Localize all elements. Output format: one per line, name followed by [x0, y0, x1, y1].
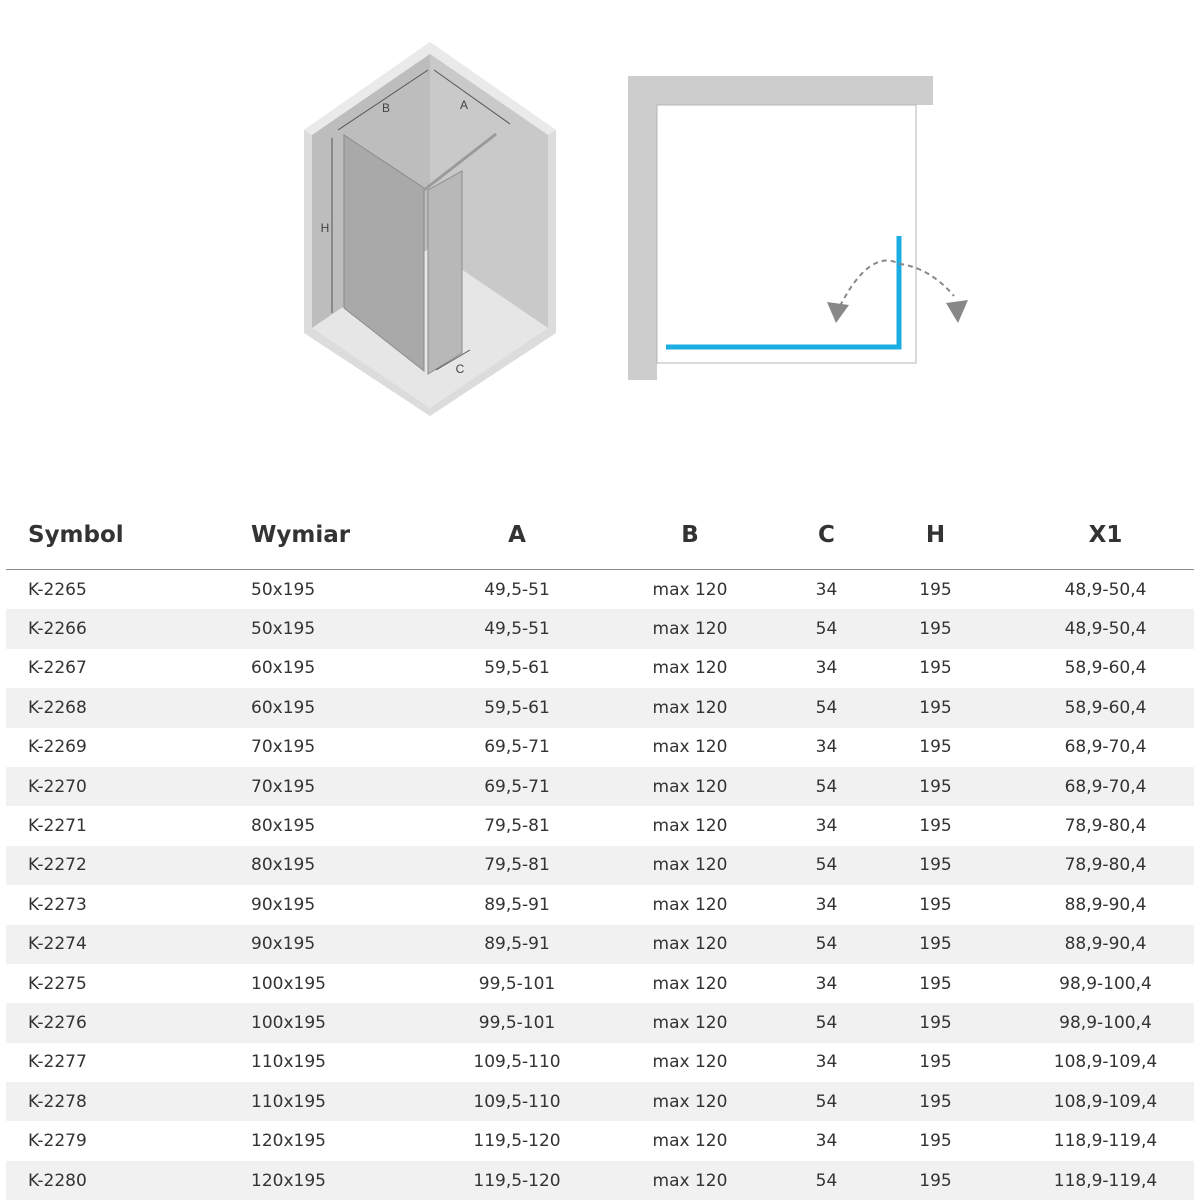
cell-c: 34	[815, 816, 838, 837]
cell-x1: 98,9-100,4	[1059, 973, 1152, 994]
cell-wymiar: 80x195	[251, 816, 316, 837]
cell-h: 195	[919, 1052, 952, 1073]
cell-b: max 120	[581, 767, 799, 806]
header-b: B	[581, 500, 799, 570]
cell-symbol: K-2280	[6, 1161, 229, 1200]
cell-c: 34	[815, 1131, 838, 1152]
cell-h: 195	[919, 816, 952, 837]
cell-wymiar: 100x195	[251, 973, 326, 994]
cell-a: 59,5-61	[453, 688, 581, 727]
isometric-diagram	[296, 38, 566, 423]
cell-x1: 118,9-119,4	[1053, 1131, 1158, 1152]
cell-h: 195	[919, 737, 952, 758]
cell-b: max 120	[581, 1003, 799, 1042]
table-row	[6, 1003, 1194, 1042]
cell-x1: 108,9-109,4	[1053, 1052, 1158, 1073]
cell-b: max 120	[652, 973, 728, 994]
cell-symbol: K-2265	[28, 579, 87, 600]
cell-h: 195	[854, 846, 1017, 885]
table-header-row	[6, 500, 1194, 570]
cell-symbol: K-2269	[28, 737, 87, 758]
cell-wymiar: 70x195	[229, 767, 453, 806]
cell-wymiar: 90x195	[251, 894, 316, 915]
swing-arrow-right	[946, 300, 968, 323]
header-x1: X1	[1017, 500, 1194, 570]
cell-c: 34	[815, 579, 838, 600]
swing-arrow-left	[827, 302, 849, 323]
cell-symbol: K-2276	[6, 1003, 229, 1042]
table-row	[6, 688, 1194, 727]
header-wymiar: Wymiar	[229, 500, 453, 570]
table-row	[6, 1043, 1194, 1082]
cell-h: 195	[854, 1003, 1017, 1042]
cell-wymiar: 110x195	[229, 1082, 453, 1121]
cell-wymiar: 80x195	[229, 846, 453, 885]
cell-symbol: K-2266	[6, 609, 229, 648]
cell-x1: 118,9-119,4	[1017, 1161, 1194, 1200]
cell-c: 34	[815, 658, 838, 679]
table-row	[6, 885, 1194, 924]
table-row	[6, 1121, 1194, 1160]
header-h: H	[854, 500, 1017, 570]
cell-x1: 108,9-109,4	[1017, 1082, 1194, 1121]
cell-x1: 58,9-60,4	[1064, 658, 1147, 679]
cell-c: 54	[799, 925, 854, 964]
cell-c: 54	[799, 688, 854, 727]
cell-c: 54	[799, 846, 854, 885]
cell-symbol: K-2274	[6, 925, 229, 964]
cell-c: 34	[815, 737, 838, 758]
cell-h: 195	[854, 767, 1017, 806]
cell-b: max 120	[652, 816, 728, 837]
cell-x1: 68,9-70,4	[1017, 767, 1194, 806]
table-row	[6, 925, 1194, 964]
cell-wymiar: 90x195	[229, 925, 453, 964]
cell-x1: 78,9-80,4	[1064, 816, 1147, 837]
cell-wymiar: 60x195	[251, 658, 316, 679]
cell-a: 79,5-81	[484, 816, 550, 837]
cell-a: 109,5-110	[473, 1052, 561, 1073]
cell-symbol: K-2272	[6, 846, 229, 885]
header-c: C	[799, 500, 854, 570]
cell-b: max 120	[581, 1082, 799, 1121]
cell-h: 195	[919, 973, 952, 994]
label-h: H	[320, 221, 330, 235]
cell-b: max 120	[581, 846, 799, 885]
cell-wymiar: 70x195	[251, 737, 316, 758]
cell-x1: 88,9-90,4	[1017, 925, 1194, 964]
label-c: C	[455, 362, 465, 376]
cell-a: 59,5-61	[484, 658, 550, 679]
cell-b: max 120	[652, 894, 728, 915]
cell-a: 109,5-110	[453, 1082, 581, 1121]
cell-symbol: K-2279	[28, 1131, 87, 1152]
cell-b: max 120	[652, 1052, 728, 1073]
cell-symbol: K-2267	[28, 658, 87, 679]
cell-h: 195	[854, 1082, 1017, 1121]
cell-symbol: K-2270	[6, 767, 229, 806]
table-row	[6, 609, 1194, 648]
cell-x1: 98,9-100,4	[1017, 1003, 1194, 1042]
cell-a: 89,5-91	[453, 925, 581, 964]
cell-a: 89,5-91	[484, 894, 550, 915]
table-row	[6, 964, 1194, 1003]
table-row	[6, 806, 1194, 845]
cell-x1: 88,9-90,4	[1064, 894, 1147, 915]
cell-b: max 120	[652, 579, 728, 600]
cell-a: 69,5-71	[453, 767, 581, 806]
plan-wall-left	[628, 76, 657, 380]
cell-symbol: K-2278	[6, 1082, 229, 1121]
cell-x1: 48,9-50,4	[1064, 579, 1147, 600]
cell-c: 54	[799, 1161, 854, 1200]
cell-b: max 120	[581, 1161, 799, 1200]
cell-wymiar: 100x195	[229, 1003, 453, 1042]
plan-wall-top	[628, 76, 933, 105]
cell-c: 34	[815, 1052, 838, 1073]
cell-x1: 68,9-70,4	[1064, 737, 1147, 758]
cell-wymiar: 120x195	[229, 1161, 453, 1200]
cell-wymiar: 60x195	[229, 688, 453, 727]
cell-symbol: K-2277	[28, 1052, 87, 1073]
table-row	[6, 767, 1194, 806]
cell-a: 99,5-101	[453, 1003, 581, 1042]
cell-b: max 120	[581, 925, 799, 964]
table-row	[6, 649, 1194, 688]
cell-c: 54	[799, 1003, 854, 1042]
table-row	[6, 570, 1194, 610]
cell-wymiar: 110x195	[251, 1052, 326, 1073]
cell-b: max 120	[652, 1131, 728, 1152]
cell-a: 79,5-81	[453, 846, 581, 885]
cell-b: max 120	[581, 688, 799, 727]
header-a: A	[453, 500, 581, 570]
cell-x1: 58,9-60,4	[1017, 688, 1194, 727]
label-a: A	[459, 98, 469, 112]
header-symbol: Symbol	[6, 500, 229, 570]
cell-h: 195	[854, 609, 1017, 648]
table-row	[6, 1161, 1194, 1200]
cell-h: 195	[919, 1131, 952, 1152]
cell-c: 54	[799, 1082, 854, 1121]
cell-c: 54	[799, 609, 854, 648]
cell-b: max 120	[652, 737, 728, 758]
cell-c: 34	[815, 973, 838, 994]
cell-a: 49,5-51	[484, 579, 550, 600]
cell-h: 195	[919, 658, 952, 679]
table-row	[6, 1082, 1194, 1121]
cell-wymiar: 120x195	[251, 1131, 326, 1152]
cell-a: 99,5-101	[478, 973, 556, 994]
cell-c: 54	[799, 767, 854, 806]
cell-h: 195	[919, 579, 952, 600]
plan-glass	[666, 236, 899, 347]
cell-c: 34	[815, 894, 838, 915]
cell-symbol: K-2275	[28, 973, 87, 994]
cell-x1: 78,9-80,4	[1017, 846, 1194, 885]
glass-panel-c	[428, 171, 462, 374]
cell-a: 119,5-120	[473, 1131, 561, 1152]
plan-floor-outline	[657, 105, 916, 363]
cell-h: 195	[854, 688, 1017, 727]
table-row	[6, 846, 1194, 885]
cell-h: 195	[854, 925, 1017, 964]
plan-diagram	[620, 68, 980, 388]
cell-h: 195	[919, 894, 952, 915]
cell-symbol: K-2271	[28, 816, 87, 837]
cell-b: max 120	[581, 609, 799, 648]
cell-a: 69,5-71	[484, 737, 550, 758]
dimensions-table	[6, 500, 1194, 1200]
cell-wymiar: 50x195	[251, 579, 316, 600]
cell-wymiar: 50x195	[229, 609, 453, 648]
cell-h: 195	[854, 1161, 1017, 1200]
cell-a: 49,5-51	[453, 609, 581, 648]
cell-symbol: K-2273	[28, 894, 87, 915]
table-row	[6, 728, 1194, 767]
label-b: B	[381, 101, 391, 115]
cell-symbol: K-2268	[6, 688, 229, 727]
cell-b: max 120	[652, 658, 728, 679]
cell-x1: 48,9-50,4	[1017, 609, 1194, 648]
cell-a: 119,5-120	[453, 1161, 581, 1200]
